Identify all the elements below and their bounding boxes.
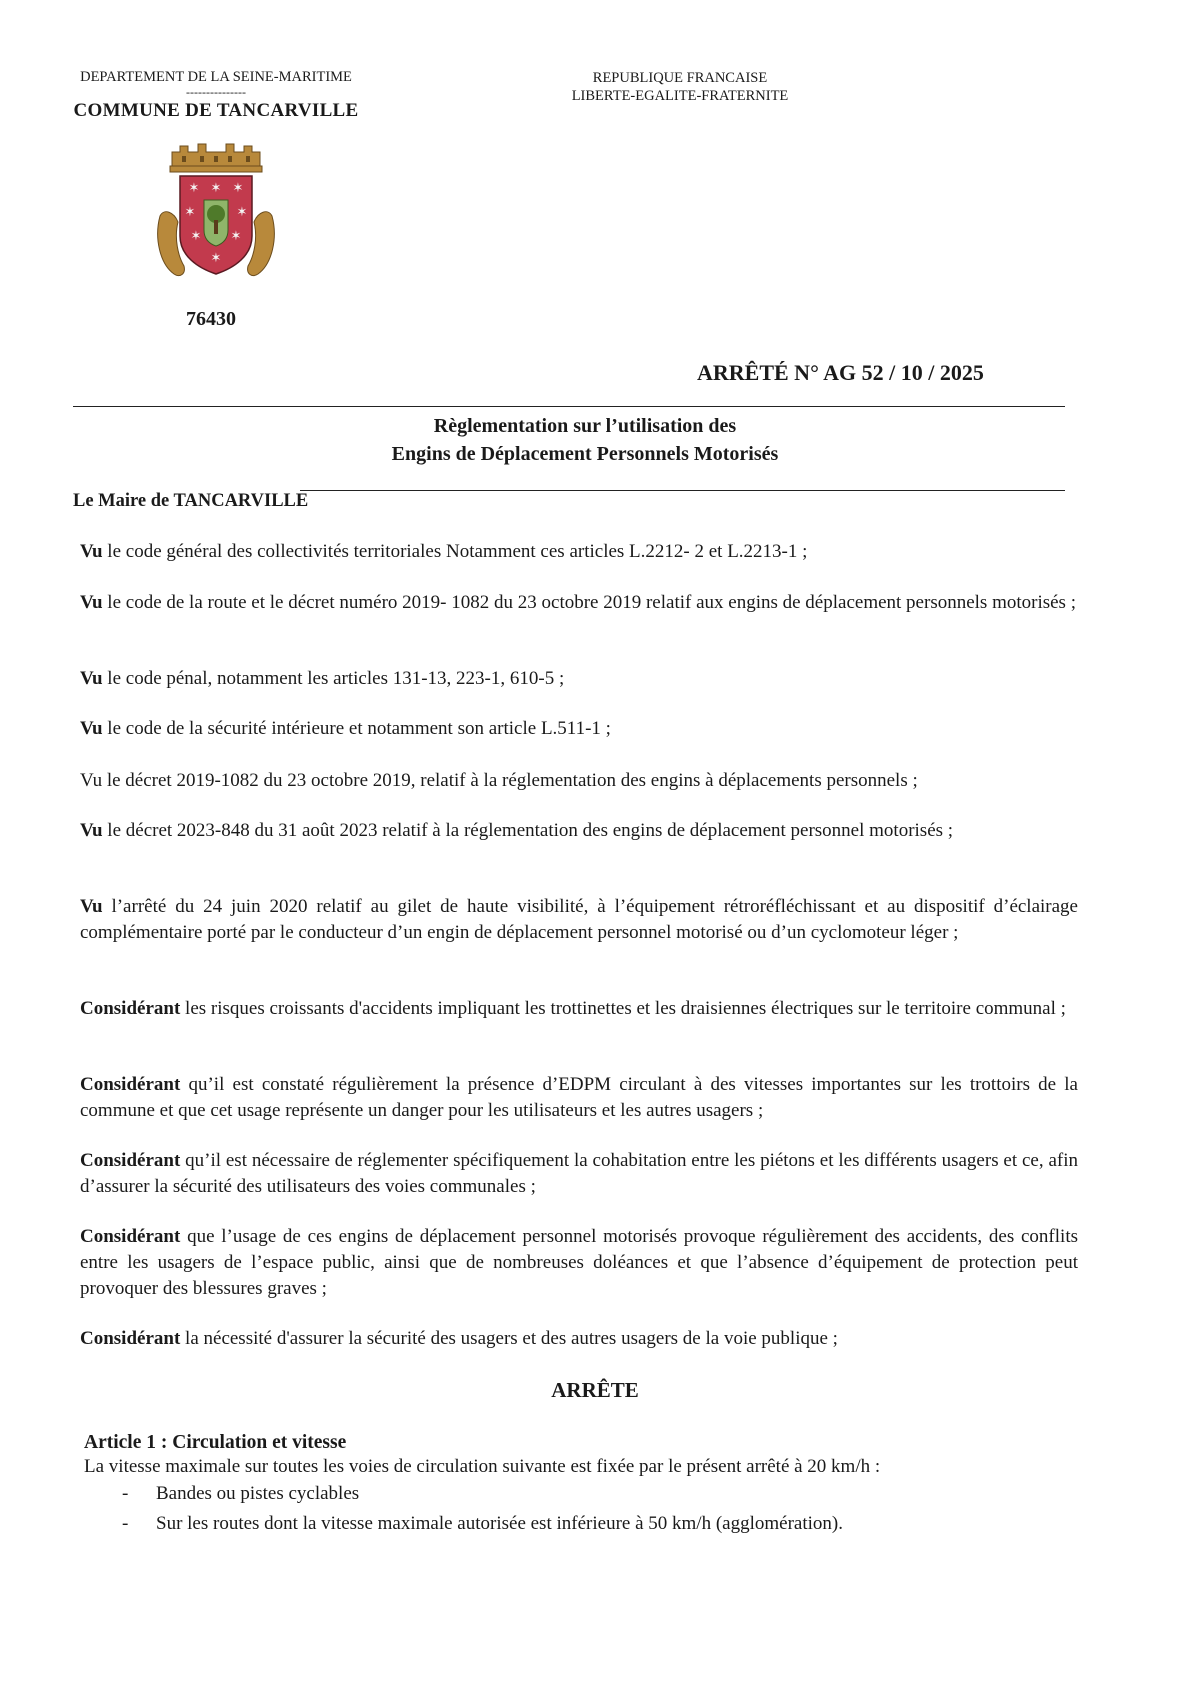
commune-name: COMMUNE DE TANCARVILLE [73,100,359,121]
header-left [66,69,366,122]
title-line-1: Règlementation sur l’utilisation des [433,415,737,437]
considerant-paragraph: Considérant que l’usage de ces engins de déplacement personnel motorisés provoque régulièrement des accidents, des conflits entre les usagers de l’espace public, ainsi que de nombreuses doléances et que l’absence d’équipement de protection peut provoquer des blessures graves ; [80,1226,1078,1299]
svg-text:✶: ✶ [230,229,242,244]
document-title [300,412,870,468]
svg-text:✶: ✶ [210,181,222,196]
visa-paragraph: Vu le code pénal, notamment les articles 131-13, 223-1, 610-5 ; [80,668,565,689]
coat-of-arms-icon [152,138,280,290]
maire-label: Le Maire de TANCARVILLE [73,491,309,511]
article-1-title: Article 1 : Circulation et vitesse [84,1432,347,1453]
article-1-text: La vitesse maximale sur toutes les voies de circulation suivante est fixée par le présent arrêté à 20 km/h : [84,1456,881,1477]
list-item: - Sur les routes dont la vitesse maximale autorisée est inférieure à 50 km/h (agglomération). [122,1513,843,1534]
header-right [560,69,800,105]
postal-code: 76430 [186,308,236,330]
divider-top [73,406,1065,407]
svg-text:✶: ✶ [190,229,202,244]
considerant-paragraph: Considérant la nécessité d'assurer la sécurité des usagers et des autres usagers de la voie publique ; [80,1328,838,1349]
visa-paragraph: Vu le code de la sécurité intérieure et notamment son article L.511-1 ; [80,718,611,739]
considerant-paragraph: Considérant qu’il est constaté régulièrement la présence d’EDPM circulant à des vitesses importantes sur les trottoirs de la commune et que cet usage représente un danger pour les utilisateurs et les autres usagers ; [80,1074,1078,1121]
department-name: DEPARTEMENT DE LA SEINE-MARITIME [80,69,352,85]
visa-paragraph: Vu le code général des collectivités territoriales Notamment ces articles L.2212- 2 et L.2213-1 ; [80,541,808,562]
svg-text:✶: ✶ [236,205,248,220]
republic-label: REPUBLIQUE FRANCAISE [592,70,768,86]
svg-text:✶: ✶ [188,181,200,196]
divider-bottom [300,490,1065,491]
svg-text:✶: ✶ [184,205,196,220]
republic-motto: LIBERTE-EGALITE-FRATERNITE [571,88,789,104]
title-line-2: Engins de Déplacement Personnels Motorisés [391,443,779,465]
svg-text:✶: ✶ [210,251,222,266]
visa-paragraph: Vu l’arrêté du 24 juin 2020 relatif au gilet de haute visibilité, à l’équipement rétroréfléchissant et au dispositif d’éclairage complémentaire porté par le conducteur d’un engin de déplacement personnel motorisé ou d’un cyclomoteur léger ; [80,896,1078,943]
visa-paragraph: Vu le décret 2019-1082 du 23 octobre 2019, relatif à la réglementation des engins à déplacements personnels ; [80,770,918,791]
header-separator: --------------- [186,85,246,99]
visa-paragraph: Vu le décret 2023-848 du 31 août 2023 relatif à la réglementation des engins de déplacement personnel motorisés ; [80,820,954,841]
list-item: - Bandes ou pistes cyclables [122,1483,360,1504]
considerant-paragraph: Considérant les risques croissants d'accidents impliquant les trottinettes et les draisiennes électriques sur le territoire communal ; [80,998,1066,1019]
visa-paragraph: Vu le code de la route et le décret numéro 2019- 1082 du 23 octobre 2019 relatif aux engins de déplacement personnels motorisés ; [80,592,1076,613]
considerant-paragraph: Considérant qu’il est nécessaire de réglementer spécifiquement la cohabitation entre les piétons et les différents usagers et ce, afin d’assurer la sécurité des utilisateurs des voies communales ; [80,1150,1078,1197]
arrete-number: ARRÊTÉ N° AG 52 / 10 / 2025 [697,360,984,385]
arrete-heading: ARRÊTE [551,1378,639,1402]
svg-text:✶: ✶ [232,181,244,196]
